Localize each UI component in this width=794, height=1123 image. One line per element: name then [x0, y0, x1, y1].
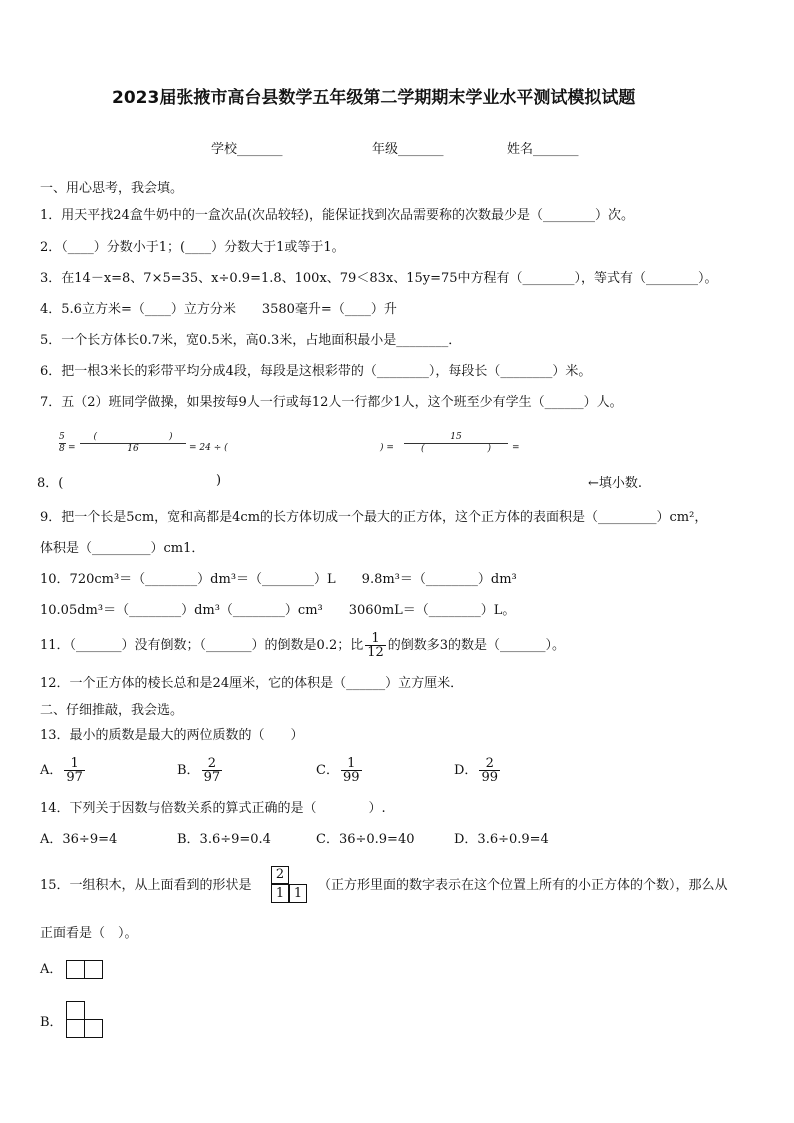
school-field[interactable]: 学校_______	[211, 142, 283, 157]
question-14: 14．下列关于因数与倍数关系的算式正确的是（ ）.	[40, 801, 386, 816]
q13-option-c	[316, 757, 364, 784]
page-title: 2023届张掖市高台县数学五年级第二学期期末学业水平测试模拟试题	[112, 88, 636, 108]
question-12: 12．一个正方体的棱长总和是24厘米，它的体积是（______）立方厘米．	[40, 676, 464, 691]
q8-eq1: =	[68, 443, 76, 453]
q15-option-a-label: A．	[40, 962, 63, 977]
question-15-line-1b: （正方形里面的数字表示在这个位置上所有的小正方体的个数），那么从	[318, 878, 728, 893]
grade-field[interactable]: 年级_______	[372, 142, 444, 157]
q8-frac1	[59, 432, 66, 455]
q13-option-b	[177, 757, 224, 784]
q11-num: 1	[365, 632, 386, 646]
question-2: 2．（____）分数小于1；(____）分数大于1或等于1。	[40, 240, 345, 255]
grid-number: 1	[293, 886, 303, 901]
question-1: 1．用天平找24盒牛奶中的一盒次品(次品较轻)，能保证找到次品需要称的次数最少是（________）次。	[40, 208, 634, 223]
section-2-heading: 二、仔细推敲，我会选。	[40, 703, 184, 718]
q8-frac2-den: 16	[127, 444, 139, 454]
q8-frac2	[80, 432, 186, 455]
option-num: 2	[202, 757, 223, 771]
q13-option-d	[454, 757, 502, 784]
option-den: 97	[203, 770, 221, 785]
name-field[interactable]: 姓名_______	[507, 142, 579, 157]
option-label: A．	[40, 763, 63, 778]
q8-frac1-num: 5	[59, 432, 65, 442]
question-4: 4．5.6立方米=（____）立方分米 3580毫升=（____）升	[40, 302, 397, 317]
question-3: 3．在14－x=8、7×5=35、x÷0.9=1.8、100x、79＜83x、15y=75中方程有（________），等式有（________）。	[40, 271, 718, 286]
question-11	[40, 632, 565, 659]
q14-option-b: B．3.6÷9=0.4	[177, 832, 271, 847]
question-7: 7．五（2）班同学做操，如果按每9人一行或每12人一行都少1人，这个班至少有学生（______）人。	[40, 395, 623, 410]
figure-cell	[66, 1001, 85, 1020]
question-9-line-1: 9．把一个长是5cm，宽和高都是4cm的长方体切成一个最大的正方体，这个正方体的表面积是（_________）cm²，	[40, 510, 708, 525]
q8-eq2: = 24 ÷ (	[189, 443, 228, 453]
q11-before: 11．（_______）没有倒数；（_______）的倒数是0.2；比	[40, 638, 364, 653]
section-1-heading: 一、用心思考，我会填。	[40, 181, 184, 196]
figure-cell	[66, 1019, 85, 1038]
q14-option-a: A．36÷9=4	[40, 832, 118, 847]
question-6: 6．把一根3米长的彩带平均分成4段，每段是这根彩带的（________），每段长（________）米。	[40, 364, 592, 379]
option-num: 2	[479, 757, 500, 771]
q8-frac3	[404, 432, 508, 455]
question-15-line-1a: 15．一组积木，从上面看到的形状是	[40, 878, 252, 893]
option-den: 97	[66, 770, 83, 785]
q14-option-d: D．3.6÷0.9=4	[454, 832, 549, 847]
option-num: 1	[64, 757, 85, 771]
figure-cell	[66, 960, 85, 979]
q8-frac1-den: 8	[59, 444, 65, 454]
q8-eq3: =	[512, 443, 520, 453]
question-5: 5．一个长方体长0.7米，宽0.5米，高0.3米，占地面积最小是________．	[40, 333, 462, 348]
q8-close: ) =	[380, 443, 394, 453]
question-10-line-1: 10．720cm³＝（________）dm³＝（________）L 9.8m³＝（________）dm³	[40, 572, 517, 587]
question-10-line-2: 10.05dm³＝（________）dm³（________）cm³ 3060mL＝（________）L。	[40, 603, 516, 618]
question-13: 13．最小的质数是最大的两位质数的（ ）	[40, 728, 304, 743]
option-label: C．	[316, 763, 339, 778]
q8-frac3-num: 15	[450, 432, 462, 442]
option-label: B．	[177, 763, 200, 778]
grid-number: 2	[275, 867, 285, 882]
grid-number: 1	[275, 886, 285, 901]
q8-frac3-den: ( )	[420, 444, 492, 454]
option-label: D．	[454, 763, 478, 778]
q8-frac2-num: ( )	[93, 432, 173, 442]
q11-fraction	[365, 632, 386, 659]
q8-tail: ←填小数.	[588, 476, 643, 491]
q13-option-a	[40, 757, 87, 784]
q14-option-c: C．36÷0.9=40	[316, 832, 415, 847]
option-den: 99	[481, 770, 498, 785]
option-den: 99	[342, 770, 360, 785]
q15-option-b-label: B．	[40, 1015, 63, 1030]
q11-after: 的倒数多3的数是（_______）。	[387, 638, 566, 653]
figure-cell	[84, 1019, 103, 1038]
question-9-line-2: 体积是（_________）cm1．	[40, 541, 205, 556]
q8-close2: )	[216, 473, 222, 488]
q11-den: 12	[367, 645, 384, 660]
q8-label: 8．(	[37, 476, 64, 491]
option-num: 1	[341, 757, 362, 771]
question-15-line-2: 正面看是（ ）。	[40, 926, 138, 941]
figure-cell	[84, 960, 103, 979]
